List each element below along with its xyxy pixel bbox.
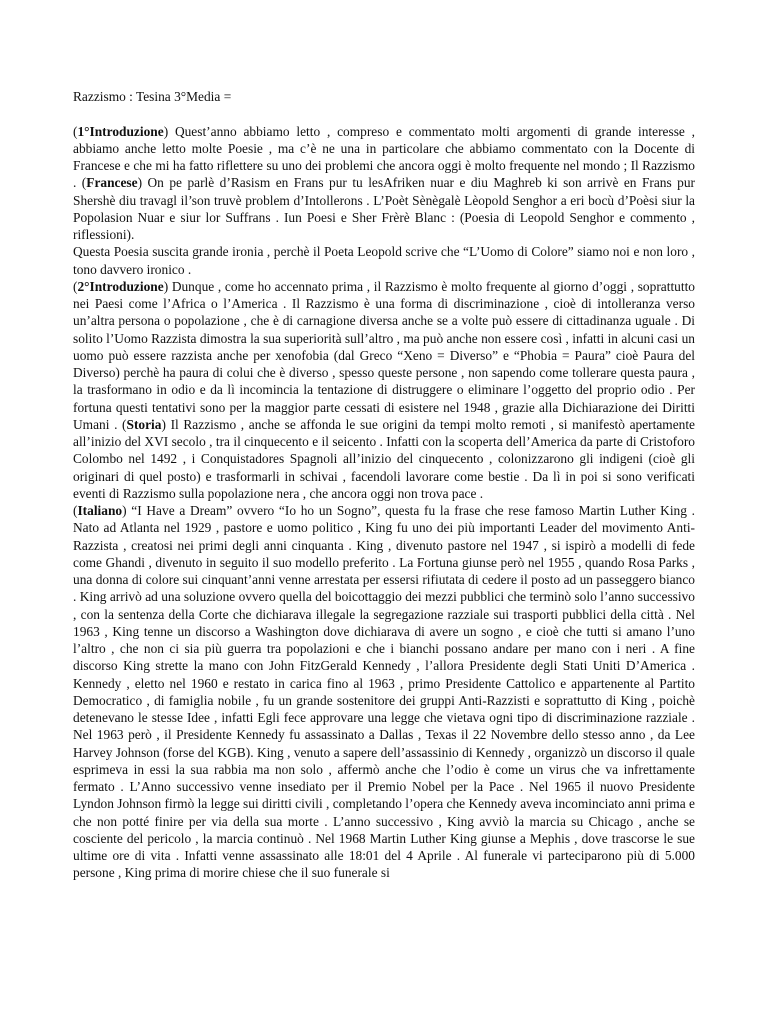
section-label: Francese [86, 175, 138, 191]
section-label: Italiano [77, 503, 123, 518]
paragraph [73, 123, 695, 244]
paragraph [73, 243, 695, 278]
paragraph [73, 502, 695, 882]
text-run: Questa Poesia suscita grande ironia , perchè il Poeta Leopold scrive che “L’Uomo di Colore” siamo noi e non loro , tono davvero ironico . [73, 244, 695, 277]
text-run: ( [73, 123, 78, 139]
text-run: ( [73, 278, 78, 294]
section-label: 1°Introduzione [77, 123, 164, 139]
text-run: ) Quest’anno abbiamo letto , compreso e commentato molti argomenti di grande interesse , abbiamo anche letto molte Poesie , ma c’è ne una in particolare che abbiamo commentato con la Docente di Francese e che mi ha fatto riflettere su uno dei problemi che ancora oggi è molto frequente nel mondo ; Il Razzismo . ( [73, 123, 695, 191]
text-run: ) “I Have a Dream” ovvero “Io ho un Sogno”, questa fu la frase che rese famoso Martin Luther King . Nato ad Atlanta nel 1929 , pastore e uomo politico , King fu uno dei più importanti Leader del movimento Anti-Razzista , creatosi nei primi degli anni cinquanta . King , divenuto pastore nel 1947 , si ispirò a modelli di fede come Ghandi , divenuto in seguito il suo modello preferito . La Fortuna giunse però nel 1955 , quando Rosa Parks , una donna di colore sui cinquant’anni venne arrestata per essersi rifiutata di cedere il posto ad un passeggero bianco . King arrivò ad una soluzione ovvero quella del boicottaggio dei mezzi pubblici che terminò solo l’anno successivo , con la sentenza della Corte che dichiarava illegale la segregazione razziale sui trasporti pubblici della città . Nel 1963 , King tenne un discorso a Washington dove dichiarava di avere un sogno , e cioè che tutti si amano l’uno l’altro , che non ci sia più guerra tra popolazioni e che i bianchi possano andare per mano con i neri . A fine discorso King strette la mano con John FitzGerald Kennedy , l’allora Presidente degli Stati Uniti D’America . Kennedy , eletto nel 1960 e restato in carica fino al 1963 , primo Presidente Cattolico e appartenente al Partito Democratico , di famiglia nobile , fu un grande sostenitore dei gruppi Anti-Razzisti e soprattutto di King , poichè detenevano le stesse Idee , infatti Egli fece approvare una legge che vietava ogni tipo di discriminazione razziale . Nel 1963 però , il Presidente Kennedy fu assassinato a Dallas , Texas il 22 Novembre dello stesso anno , da Lee Harvey Johnson (forse del KGB). King , venuto a sapere dell’assassinio di Kennedy , organizzò un discorso il quale esprimeva in essi la sua rabbia ma non solo , affermò anche che l’odio è come un virus che va infrettamente fermato . L’Anno successivo venne insediato per il Premio Nobel per la Pace . Nel 1965 il nuovo Presidente Lyndon Johnson firmò la legge sui diritti civili , completando l’opera che Kennedy aveva incominciato anni prima e che non potté finire per via della sua morte . L’anno successivo , King avviò la marcia su Chicago , anche se cosciente del pericolo , la marcia continuò . Nel 1968 Martin Luther King giunse a Mephis , dove trascorse le sue ultime ore di vita . Infatti venne assassinato alle 18:01 del 4 Aprile . Al funerale vi parteciparono più di 5.000 persone , King prima di morire chiese che il suo funerale si [73, 503, 695, 881]
text-run: ( [73, 503, 78, 518]
paragraph [73, 278, 695, 502]
text-run: ) Dunque , come ho accennato prima , il Razzismo è molto frequente al giorno d’oggi , soprattutto nei Paesi come l’Africa o l’America . Il Razzismo è una forma di discriminazione , cioè di intolleranza verso un’altra persona o popolazione , che è di carnagione diversa anche se a volte può essere di cittadinanza uguale . Di solito l’Uomo Razzista dimostra la sua superiorità sull’altro , ma può anche non essere così , infatti in alcuni casi un uomo può essere razzista anche per xenofobia (dal Greco “Xeno = Diverso” e “Phobia = Paura” cioè Paura del Diverso) perchè ha paura di colui che è diverso , spesso queste persone , non sapendo come tollerare questa paura , la trasformano in odio e da lì incomincia la tentazione di distruggere o eliminare l’oggetto del proprio odio . Per fortuna questi tentativi sono per la maggior parte cessati di esistere nel 1948 , grazie alla Dichiarazione dei Diritti Umani . ( [73, 278, 695, 432]
section-label: Storia [126, 416, 162, 432]
text-run: ) Il Razzismo , anche se affonda le sue origini da tempi molto remoti , si manifestò apertamente all’inizio del XVI secolo , tra il cinquecento e il seicento . Infatti con la scoperta dell’America da parte di Cristoforo Colombo nel 1492 , i Conquistadores Spagnoli all’inizio del cinquecento , colonizzarono gli indigeni (cioè gli originari di quel posto) e trasformarli in schivai , facendoli lavorare come bestie . Da lì in poi si sono verificati eventi di Razzismo sulla popolazione nera , che ancora oggi non trova pace . [73, 416, 695, 501]
section-label: 2°Introduzione [77, 278, 164, 294]
text-run: ) On pe parlè d’Rasism en Frans pur tu lesAfriken nuar e diu Maghreb ki son arrivè en Frans pur Shershè diu travagl il’son truvè problem d’Intollerons . L’Poèt Sènègalè Lèopold Senghor a eri bocù d’Poèsi siur la Popolasion Nuar e siur lor Suffrans . Iun Poesi e Sher Frèrè Blanc : (Poesia di Leopold Senghor e commento , riflessioni). [73, 175, 696, 242]
document-title: Razzismo : Tesina 3°Media = [73, 89, 232, 104]
document-body [73, 88, 695, 882]
paragraph-list [73, 123, 695, 882]
